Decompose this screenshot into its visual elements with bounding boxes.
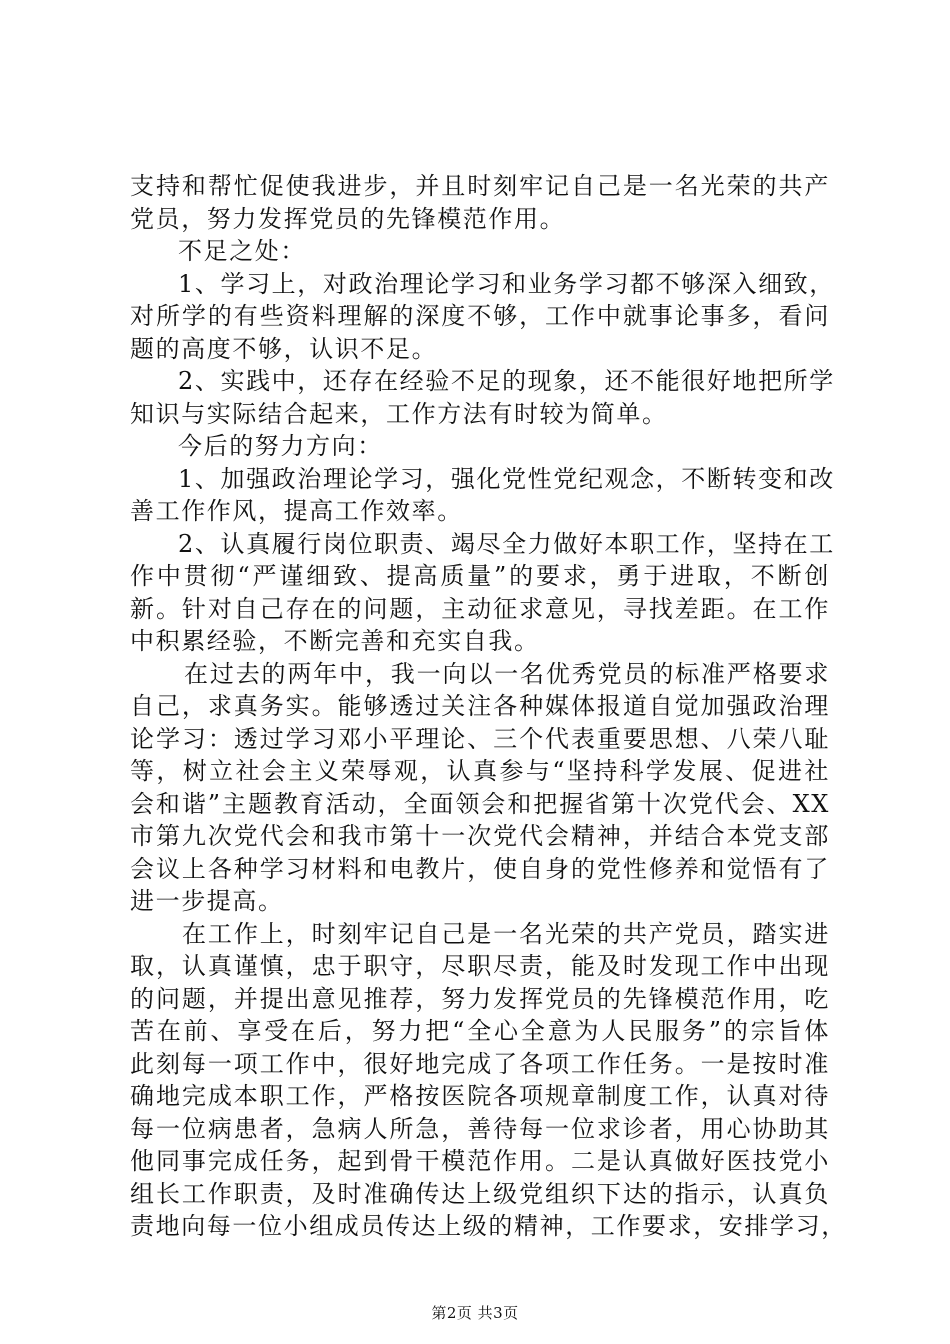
text-line: 在工作上，时刻牢记自己是一名光荣的共产党员，踏实进 <box>182 919 830 948</box>
text-line: 每一位病患者，急病人所急，善待每一位求诊者，用心协助其 <box>130 1114 830 1143</box>
text-line: 会和谐”主题教育活动，全面领会和把握省第十次党代会、XX <box>130 789 830 818</box>
text-line: 会议上各种学习材料和电教片，使自身的党性修养和觉悟有了 <box>130 854 830 883</box>
text-line: 论学习：透过学习邓小平理论、三个代表重要思想、八荣八耻 <box>130 724 830 753</box>
text-line: 善工作作风，提高工作效率。 <box>130 497 463 525</box>
text-line: 题的高度不够，认识不足。 <box>130 334 438 363</box>
text-line: 进一步提高。 <box>130 887 284 915</box>
text-line: 苦在前、享受在后，努力把“全心全意为人民服务”的宗旨体 <box>130 1017 830 1045</box>
text-line: 对所学的有些资料理解的深度不够，工作中就事论事多，看问 <box>130 302 830 330</box>
text-line: 2、实践中，还存在经验不足的现象，还不能很好地把所学 <box>178 367 835 395</box>
text-line: 此刻每一项工作中，很好地完成了各项工作任务。一是按时准 <box>130 1049 830 1078</box>
text-line: 确地完成本职工作，严格按医院各项规章制度工作，认真对待 <box>130 1082 830 1110</box>
text-line: 2、认真履行岗位职责、竭尽全力做好本职工作，坚持在工 <box>178 529 835 558</box>
text-line: 支持和帮忙促使我进步，并且时刻牢记自己是一名光荣的共产 <box>130 172 830 200</box>
text-line: 的问题，并提出意见推荐，努力发挥党员的先锋模范作用，吃 <box>130 984 830 1013</box>
text-line: 市第九次党代会和我市第十一次党代会精神，并结合本党支部 <box>130 822 830 850</box>
text-line: 责地向每一位小组成员传达上级的精神，工作要求，安排学习， <box>130 1212 847 1240</box>
page-number-footer: 第2页 共3页 <box>431 1304 519 1322</box>
text-line: 作中贯彻“严谨细致、提高质量”的要求，勇于进取，不断创 <box>130 562 830 590</box>
section-heading-future-direction: 今后的努力方向： <box>178 432 383 460</box>
text-line: 党员，努力发挥党员的先锋模范作用。 <box>130 204 566 233</box>
text-line: 1、学习上，对政治理论学习和业务学习都不够深入细致， <box>178 269 835 298</box>
text-line: 等，树立社会主义荣辱观，认真参与“坚持科学发展、促进社 <box>130 757 830 785</box>
text-line: 他同事完成任务，起到骨干模范作用。二是认真做好医技党小 <box>130 1147 830 1175</box>
text-line: 新。针对自己存在的问题，主动征求意见，寻找差距。在工作 <box>130 594 830 623</box>
text-line: 取，认真谨慎，忠于职守，尽职尽责，能及时发现工作中出现 <box>130 952 830 980</box>
section-heading-shortcomings: 不足之处： <box>178 237 306 265</box>
document-body <box>130 170 847 1243</box>
text-line: 知识与实际结合起来，工作方法有时较为简单。 <box>130 399 668 428</box>
text-line: 组长工作职责，及时准确传达上级党组织下达的指示，认真负 <box>130 1179 830 1208</box>
text-line: 在过去的两年中，我一向以一名优秀党员的标准严格要求 <box>184 659 830 688</box>
text-line: 自己，求真务实。能够透过关注各种媒体报道自觉加强政治理 <box>130 692 830 720</box>
text-line: 中积累经验，不断完善和充实自我。 <box>130 627 540 655</box>
text-line: 1、加强政治理论学习，强化党性党纪观念，不断转变和改 <box>178 464 835 493</box>
